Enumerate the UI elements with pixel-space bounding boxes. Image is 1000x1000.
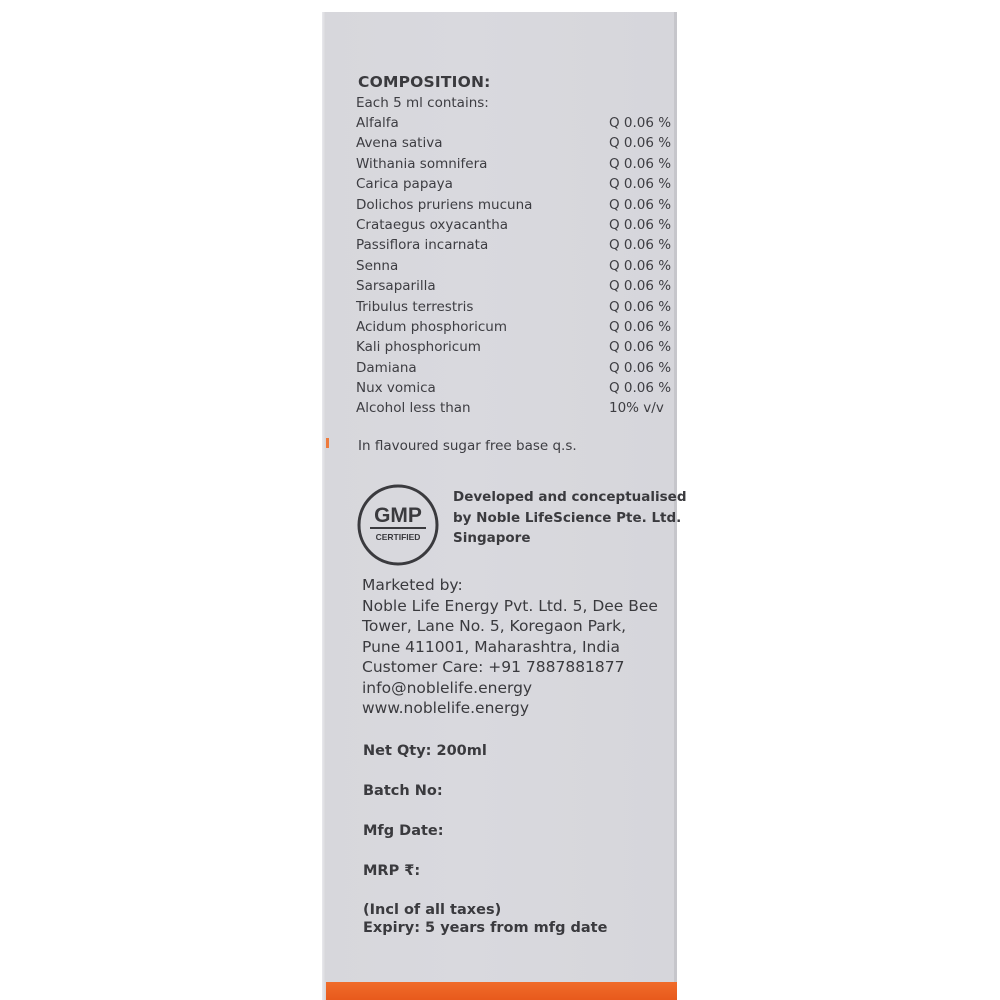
ingredient-name: Passiflora incarnata bbox=[356, 237, 489, 254]
ingredient-qty: Q 0.06 % bbox=[609, 196, 672, 213]
marketer-line: Noble Life Energy Pvt. Ltd. 5, Dee Bee bbox=[362, 596, 658, 615]
ingredient-name: Senna bbox=[356, 257, 399, 274]
gmp-badge-text: GMP bbox=[374, 504, 422, 527]
base-note: In flavoured sugar free base q.s. bbox=[358, 438, 577, 454]
email-line: info@noblelife.energy bbox=[362, 678, 533, 697]
ingredient-name: Avena sativa bbox=[356, 135, 443, 152]
ingredient-row bbox=[356, 377, 674, 397]
ingredient-qty: 10% v/v bbox=[609, 400, 664, 417]
ingredient-row bbox=[356, 194, 674, 214]
ingredient-name: Acidum phosphoricum bbox=[356, 318, 507, 335]
ingredient-name: Alcohol less than bbox=[356, 400, 471, 417]
ingredient-qty: Q 0.06 % bbox=[609, 237, 672, 254]
developer-line: Singapore bbox=[453, 530, 531, 546]
ingredient-row bbox=[356, 255, 674, 275]
expiry-note: Expiry: 5 years from mfg date bbox=[363, 920, 608, 936]
ingredient-qty: Q 0.06 % bbox=[609, 155, 672, 172]
ingredient-row bbox=[356, 336, 674, 356]
ingredient-row bbox=[356, 153, 674, 173]
ingredient-qty: Q 0.06 % bbox=[609, 318, 672, 335]
ingredient-qty: Q 0.06 % bbox=[609, 115, 672, 131]
ingredient-row bbox=[356, 275, 674, 295]
ingredient-row bbox=[356, 173, 674, 193]
ingredient-name: Nux vomica bbox=[356, 380, 436, 397]
ingredient-name: Dolichos pruriens mucuna bbox=[356, 196, 533, 213]
developer-info bbox=[453, 487, 686, 549]
marketer-info bbox=[362, 575, 658, 719]
composition-subtitle: Each 5 ml contains: bbox=[356, 95, 489, 111]
ingredient-row bbox=[356, 132, 674, 152]
developer-line: by Noble LifeScience Pte. Ltd. bbox=[453, 509, 682, 526]
ingredient-name: Sarsaparilla bbox=[356, 278, 436, 295]
certified-badge-text: CERTIFIED bbox=[375, 532, 421, 542]
ingredient-name: Withania somnifera bbox=[356, 155, 488, 172]
ingredient-qty: Q 0.06 % bbox=[609, 380, 672, 397]
mrp: MRP ₹: bbox=[363, 863, 421, 879]
tax-note: (Incl of all taxes) bbox=[363, 902, 502, 918]
ingredient-row bbox=[356, 112, 674, 132]
marketer-line: Marketed by: bbox=[362, 576, 463, 594]
orange-edge-mark bbox=[326, 438, 329, 448]
marketer-line: Pune 411001, Maharashtra, India bbox=[362, 637, 621, 656]
ingredient-row bbox=[356, 296, 674, 316]
ingredient-name: Damiana bbox=[356, 359, 417, 376]
ingredient-qty: Q 0.06 % bbox=[609, 257, 672, 274]
ingredient-name: Alfalfa bbox=[356, 115, 399, 131]
marketer-line: Tower, Lane No. 5, Koregaon Park, bbox=[362, 617, 626, 635]
ingredient-qty: Q 0.06 % bbox=[609, 135, 672, 152]
ingredient-name: Crataegus oxyacantha bbox=[356, 216, 509, 233]
net-qty: Net Qty: 200ml bbox=[363, 743, 487, 759]
ingredient-qty: Q 0.06 % bbox=[609, 278, 672, 295]
orange-bottom-strip bbox=[326, 982, 677, 1000]
ingredient-list bbox=[356, 112, 674, 418]
ingredient-qty: Q 0.06 % bbox=[609, 339, 672, 356]
ingredient-name: Kali phosphoricum bbox=[356, 339, 481, 356]
ingredient-qty: Q 0.06 % bbox=[609, 176, 672, 193]
ingredient-row bbox=[356, 234, 674, 254]
ingredient-qty: Q 0.06 % bbox=[609, 359, 672, 376]
ingredient-row bbox=[356, 397, 674, 417]
ingredient-name: Tribulus terrestris bbox=[356, 298, 474, 315]
ingredient-qty: Q 0.06 % bbox=[609, 216, 672, 233]
gmp-certified-badge bbox=[355, 482, 441, 568]
ingredient-row bbox=[356, 357, 674, 377]
customer-care-line: Customer Care: +91 7887881877 bbox=[362, 658, 625, 676]
ingredient-name: Carica papaya bbox=[356, 176, 453, 193]
batch-no: Batch No: bbox=[363, 783, 443, 799]
developer-line: Developed and conceptualised bbox=[453, 489, 687, 505]
ingredient-qty: Q 0.06 % bbox=[609, 298, 672, 315]
ingredient-row bbox=[356, 214, 674, 234]
website-line: www.noblelife.energy bbox=[362, 699, 530, 717]
composition-title: COMPOSITION: bbox=[358, 73, 491, 91]
ingredient-row bbox=[356, 316, 674, 336]
mfg-date: Mfg Date: bbox=[363, 823, 444, 839]
